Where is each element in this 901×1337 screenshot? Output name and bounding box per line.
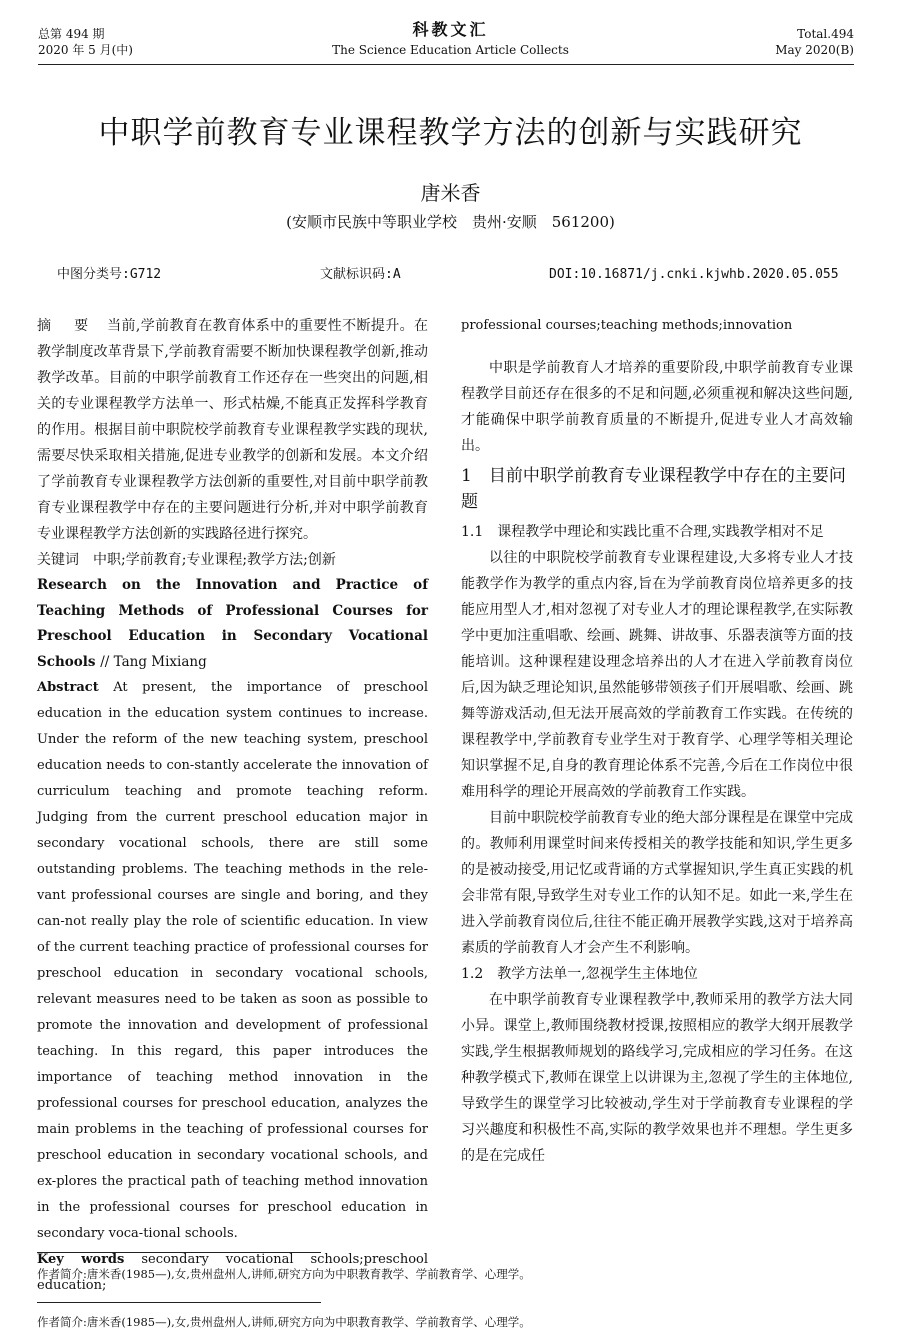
body-intro: 中职是学前教育人才培养的重要阶段,中职学前教育专业课程教学目前还存在很多的不足和问题,必须重视和解决这些问题,才能确保中职学前教育质量的不断提升,促进专业人才高效输出。 (461, 360, 853, 454)
keywords-en-label: Key words (37, 1252, 125, 1267)
section-1-heading: 1 目前中职学前教育专业课程教学中存在的主要问题 (461, 466, 846, 512)
english-title (37, 573, 428, 675)
body-paragraph-2: 目前中职院校学前教育专业的绝大部分课程是在课堂中完成的。教师利用课堂时间来传授相关的教学技能和知识,学生更多的是被动接受,用记忆或背诵的方式掌握知识,学生真正实践的机会非常有限,导致学生对专业工作的认知不足。如此一来,学生在进入学前教育岗位后,往往不能正确开展教学实践,这对于培养高素质的学前教育人才会产生不利影响。 (461, 810, 853, 956)
body-paragraph-3: 在中职学前教育专业课程教学中,教师采用的教学方法大同小异。课堂上,教师围绕教材授课,按照相应的教学大纲开展教学实践,学生根据教师规划的路线学习,完成相应的学习任务。在这种教学模式下,教师在课堂上以讲课为主,忽视了学生的主体地位,导致学生的课堂学习比较被动,学生对于学前教育专业课程的学习兴趣度和积极性不高,实际的教学效果也并不理想。学生更多的是在完成任 (461, 992, 853, 1164)
abstract-en-text: At present, the importance of preschool education in the education system continues to increase. Under the reform of the new teaching system, preschool education needs to con-stantly accelerate the innovation of curriculum teaching and promote teaching reform. Judging from the current preschool education major in secondary vocational schools, there are still some outstanding problems. The teaching methods in the rele-vant professional courses are single and boring, and they can-not really play the role of scientific education. In view of the current teaching practice of professional courses for preschool education in secondary vocational schools, relevant measures need to be taken as soon as possible to promote the innovation and development of professional teaching. In this regard, this paper introduces the importance of teaching method innovation in the professional courses for preschool education, analyzes the main problems in the teaching of professional courses for preschool education in secondary vocational schools, and ex-plores the practical path of teaching method innovation in the professional courses for preschool education in secondary voca-tional schools. (37, 680, 428, 1241)
doi: DOI:10.16871/j.cnki.kjwhb.2020.05.055 (549, 267, 839, 282)
spacer (461, 339, 853, 355)
journal-name-cn: 科教文汇 (412, 20, 489, 39)
clc-number: 中图分类号:G712 (57, 267, 162, 282)
issue-date-cn: 2020 年 5 月(中) (38, 43, 133, 57)
author-footnote: 作者简介:唐米香(1985—),女,贵州盘州人,讲师,研究方向为中职教育教学、学前教育学、心理学。 (37, 1267, 531, 1281)
section-1-1-heading: 1.1 课程教学中理论和实践比重不合理,实践教学相对不足 (461, 524, 824, 540)
issue-date-en: May 2020(B) (775, 43, 854, 57)
author-footnote-repeat: 作者简介:唐米香(1985—),女,贵州盘州人,讲师,研究方向为中职教育教学、学前教育学、心理学。 (37, 1315, 531, 1329)
body-paragraph-1: 以往的中职院校学前教育专业课程建设,大多将专业人才技能教学作为教学的重点内容,旨在为学前教育岗位培养更多的技能应用型人才,相对忽视了对专业人才的理论课程教学,在实际教学中更加注重唱歌、绘画、跳舞、讲故事、乐器表演等方面的技能培训。这种课程建设理念培养出的人才在进入学前教育岗位后,因为缺乏理论知识,虽然能够带领孩子们开展唱歌、绘画、跳舞等游戏活动,但无法开展高效的学前教育工作实践。在传统的课程教学中,学前教育专业学生对于教育学、心理学等相关理论知识掌握不足,自身的教育理论体系不完善,今后在工作岗位中很难用科学的理论开展高效的学前教育工作实践。 (461, 550, 853, 800)
header-center (0, 20, 901, 58)
footnote-divider (37, 1252, 321, 1253)
paper-title: 中职学前教育专业课程教学方法的创新与实践研究 (98, 115, 803, 151)
keywords-cn (37, 547, 428, 573)
right-column (461, 313, 853, 1169)
abstract-en-label: Abstract (37, 680, 99, 695)
journal-name-en: The Science Education Article Collects (332, 43, 569, 57)
keywords-cn-label: 关键词 (37, 552, 79, 568)
section-1-2-heading: 1.2 教学方法单一,忽视学生主体地位 (461, 966, 698, 982)
keywords-cn-text: 中职;学前教育;专业课程;教学方法;创新 (93, 552, 336, 568)
abstract-cn (37, 313, 428, 547)
keywords-en-continued: professional courses;teaching methods;innovation (461, 318, 793, 333)
document-code: 文献标识码:A (320, 267, 401, 282)
footnote-divider-repeat (37, 1302, 321, 1303)
keywords-en-text-left: secondary vocational schools;preschool education; (37, 1252, 429, 1293)
issue-number-cn: 总第 494 期 (38, 27, 105, 41)
left-column (37, 313, 428, 1299)
abstract-cn-label: 摘 要 (37, 318, 93, 334)
header-divider (38, 64, 854, 65)
header-right (775, 26, 854, 58)
author-affiliation: (安顺市民族中等职业学校 贵州·安顺 561200) (286, 213, 615, 231)
abstract-cn-text: 当前,学前教育在教育体系中的重要性不断提升。在教学制度改革背景下,学前教育需要不断加快课程教学创新,推动教学改革。目前的中职学前教育工作还存在一些突出的问题,相关的专业课程教学方法单一、形式枯燥,不能真正发挥科学教育的作用。根据目前中职院校学前教育专业课程教学实践的现状,需要尽快采取相关措施,促进专业教学的创新和发展。本文介绍了学前教育专业课程教学方法创新的重要性,对目前中职学前教育专业课程教学中存在的主要问题进行分析,并对中职学前教育专业课程教学方法创新的实践路径进行探究。 (37, 318, 428, 542)
abstract-en (37, 675, 428, 1247)
english-author: // Tang Mixiang (100, 653, 207, 670)
issue-number-en: Total.494 (797, 27, 854, 41)
english-title-text: Research on the Innovation and Practice of Teaching Methods of Professional Courses for Preschool Education in Secondary Vocational Schools (37, 577, 428, 670)
author-name: 唐米香 (420, 181, 481, 205)
